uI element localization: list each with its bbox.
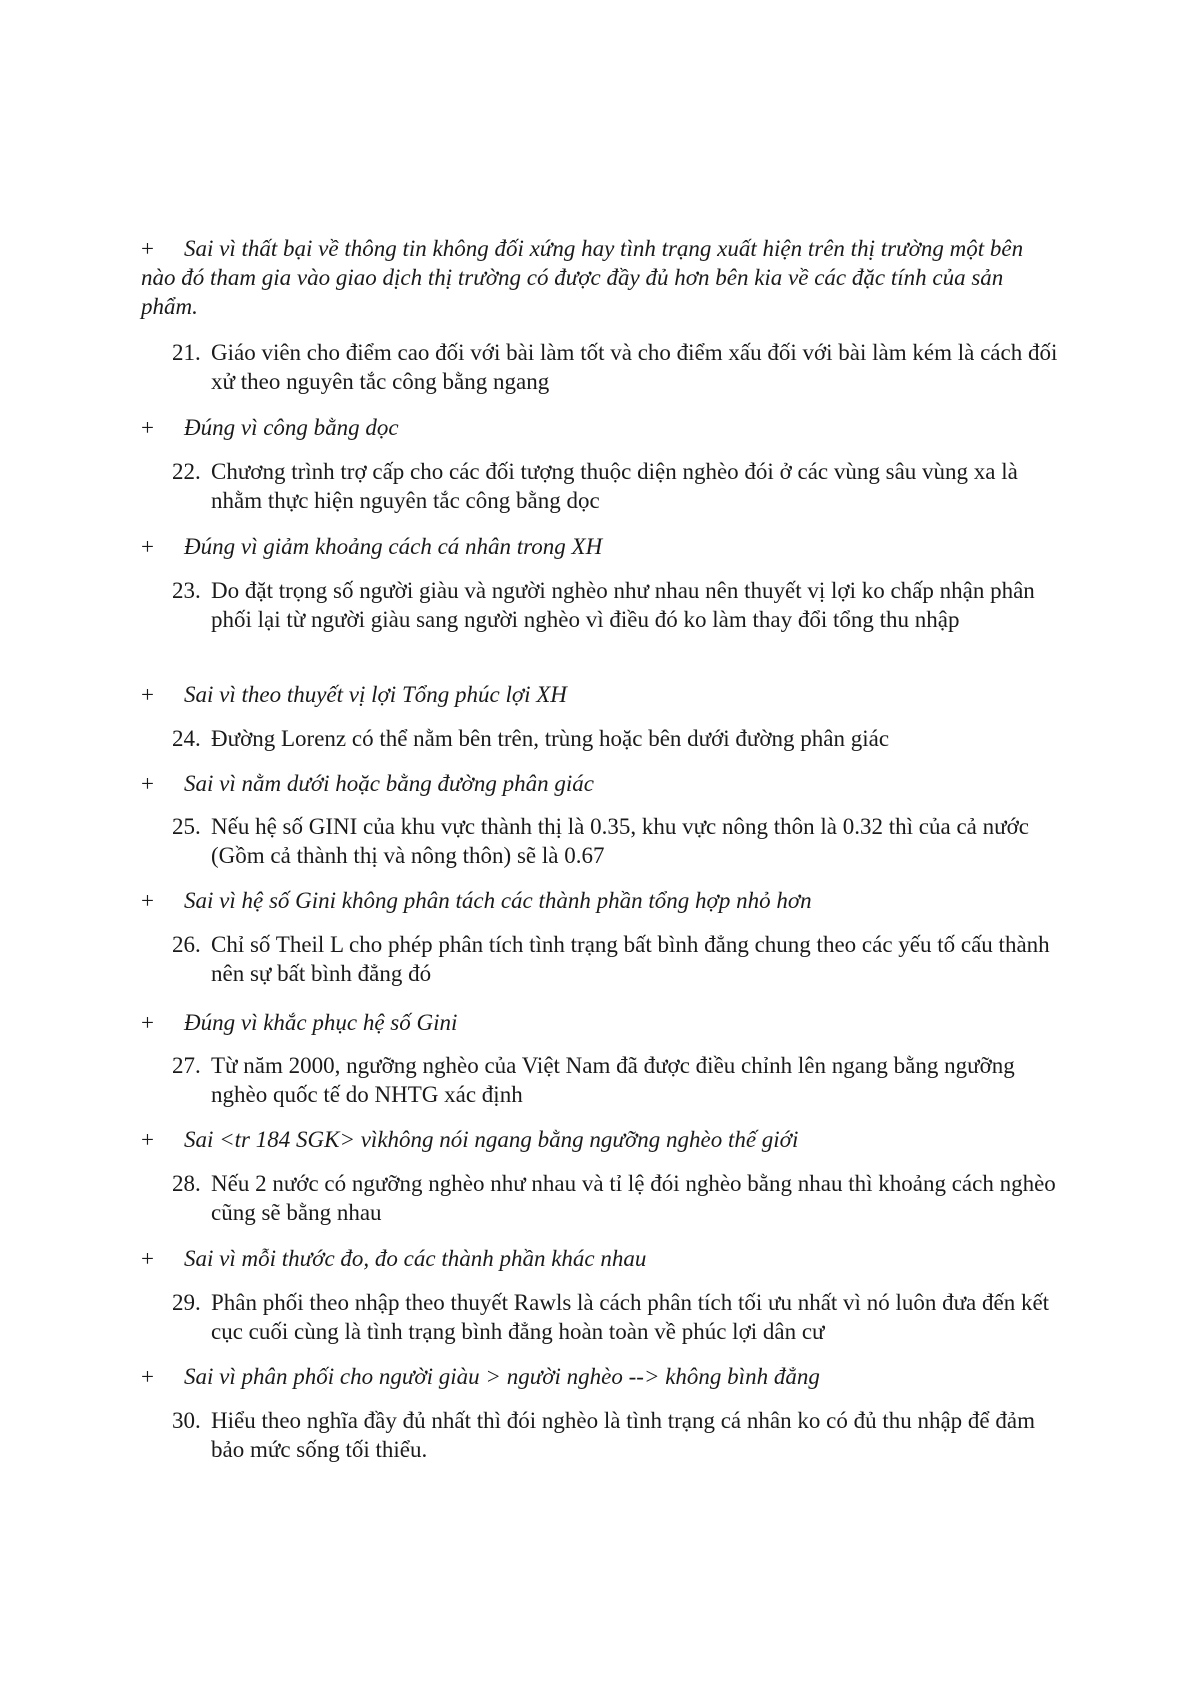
answer-24 — [141, 769, 1061, 798]
question-text: Chỉ số Theil L cho phép phân tích tình trạng bất bình đẳng chung theo các yếu tố cấu thành nên sự bất bình đẳng đó — [211, 932, 1050, 986]
question-29 — [172, 1288, 1062, 1346]
question-number: 25. — [172, 814, 201, 839]
answer-29 — [141, 1362, 1061, 1391]
question-number: 27. — [172, 1053, 201, 1078]
question-text: Hiểu theo nghĩa đầy đủ nhất thì đói nghèo là tình trạng cá nhân ko có đủ thu nhập để đảm bảo mức sống tối thiểu. — [211, 1408, 1035, 1462]
answer-text: Đúng vì công bằng dọc — [184, 415, 399, 440]
question-number: 28. — [172, 1171, 201, 1196]
question-text: Do đặt trọng số người giàu và người nghèo như nhau nên thuyết vị lợi ko chấp nhận phân phối lại từ người giàu sang người nghèo vì điều đó ko làm thay đổi tổng thu nhập — [211, 578, 1035, 632]
answer-23 — [141, 680, 1061, 709]
answer-27 — [141, 1125, 1061, 1154]
question-24 — [172, 724, 1062, 753]
answer-text: Sai vì phân phối cho người giàu > người nghèo --> không bình đẳng — [184, 1364, 820, 1389]
question-22 — [172, 457, 1062, 515]
answer-marker: + — [141, 1364, 154, 1389]
question-26 — [172, 930, 1062, 988]
question-text: Đường Lorenz có thể nằm bên trên, trùng hoặc bên dưới đường phân giác — [211, 726, 890, 751]
answer-text: Sai vì thất bại về thông tin không đối xứng hay tình trạng xuất hiện trên thị trường một bên nào đó tham gia vào giao dịch thị trường có được đầy đủ hơn bên kia về các đặc tính của sản phẩm. — [141, 236, 1024, 319]
answer-text: Sai vì nằm dưới hoặc bằng đường phân giác — [184, 771, 594, 796]
question-27 — [172, 1051, 1062, 1109]
answer-text: Sai vì mỗi thước đo, đo các thành phần khác nhau — [184, 1246, 647, 1271]
answer-marker: + — [141, 236, 154, 261]
question-30 — [172, 1406, 1062, 1464]
answer-marker: + — [141, 888, 154, 913]
answer-marker: + — [141, 534, 154, 559]
answer-28 — [141, 1244, 1061, 1273]
answer-marker: + — [141, 1246, 154, 1271]
answer-22 — [141, 532, 1061, 561]
answer-text: Sai vì theo thuyết vị lợi Tổng phúc lợi XH — [184, 682, 567, 707]
question-21 — [172, 338, 1062, 396]
question-text: Phân phối theo nhập theo thuyết Rawls là cách phân tích tối ưu nhất vì nó luôn đưa đến kết cục cuối cùng là tình trạng bình đẳng hoàn toàn về phúc lợi dân cư — [211, 1290, 1050, 1344]
answer-text: Đúng vì giảm khoảng cách cá nhân trong XH — [184, 534, 603, 559]
question-number: 24. — [172, 726, 201, 751]
question-number: 21. — [172, 340, 201, 365]
question-number: 30. — [172, 1408, 201, 1433]
question-28 — [172, 1169, 1062, 1227]
answer-marker: + — [141, 415, 154, 440]
question-text: Chương trình trợ cấp cho các đối tượng thuộc diện nghèo đói ở các vùng sâu vùng xa là nhằm thực hiện nguyên tắc công bằng dọc — [211, 459, 1018, 513]
question-number: 22. — [172, 459, 201, 484]
answer-text: Đúng vì khắc phục hệ số Gini — [184, 1010, 458, 1035]
answer-marker: + — [141, 682, 154, 707]
question-number: 26. — [172, 932, 201, 957]
answer-intro — [141, 234, 1061, 321]
answer-21 — [141, 413, 1061, 442]
question-text: Nếu hệ số GINI của khu vực thành thị là 0.35, khu vực nông thôn là 0.32 thì của cả nước (Gồm cả thành thị và nông thôn) sẽ là 0.67 — [211, 814, 1029, 868]
question-number: 29. — [172, 1290, 201, 1315]
question-text: Giáo viên cho điểm cao đối với bài làm tốt và cho điểm xấu đối với bài làm kém là cách đối xử theo nguyên tắc công bằng ngang — [211, 340, 1058, 394]
answer-text: Sai vì hệ số Gini không phân tách các thành phần tổng hợp nhỏ hơn — [184, 888, 812, 913]
answer-marker: + — [141, 1010, 154, 1035]
question-text: Nếu 2 nước có ngưỡng nghèo như nhau và tỉ lệ đói nghèo bằng nhau thì khoảng cách nghèo cũng sẽ bằng nhau — [211, 1171, 1056, 1225]
question-number: 23. — [172, 578, 201, 603]
answer-26 — [141, 1008, 1061, 1037]
answer-25 — [141, 886, 1061, 915]
answer-text: Sai <tr 184 SGK> vìkhông nói ngang bằng ngưỡng nghèo thế giới — [184, 1127, 799, 1152]
question-text: Từ năm 2000, ngưỡng nghèo của Việt Nam đã được điều chỉnh lên ngang bằng ngưỡng nghèo quốc tế do NHTG xác định — [211, 1053, 1015, 1107]
answer-marker: + — [141, 771, 154, 796]
question-25 — [172, 812, 1062, 870]
question-23 — [172, 576, 1062, 634]
answer-marker: + — [141, 1127, 154, 1152]
